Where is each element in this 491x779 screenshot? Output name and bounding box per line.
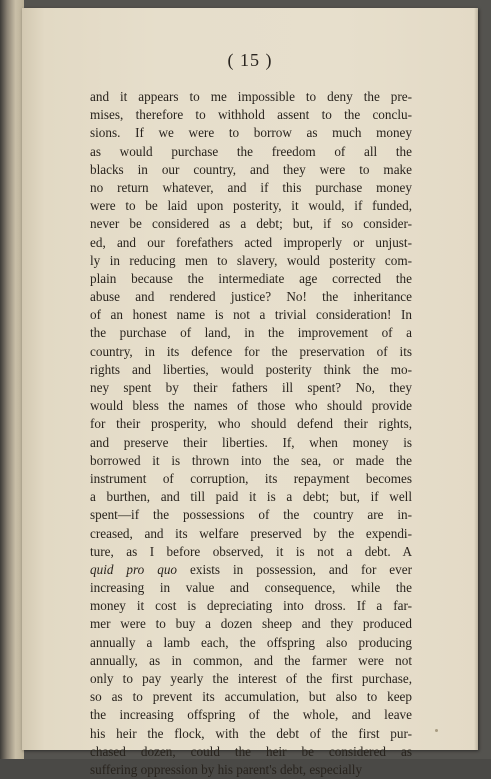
text-line: never be considered as a debt; but, if so consider- bbox=[90, 216, 412, 232]
text-line: ture, as I before observed, it is not a debt. A bbox=[90, 543, 412, 559]
text-line: and it appears to me impossible to deny the pre- bbox=[90, 89, 412, 104]
text-line: ed, and our forefathers acted improperly or unjust- bbox=[90, 234, 412, 250]
text-line: and preserve their liberties. If, when money is bbox=[90, 434, 412, 450]
book-page bbox=[22, 8, 478, 777]
text-line: ly in reducing men to slavery, would posterity com- bbox=[90, 252, 412, 268]
text-line: suffering oppression by his parent's debt, especially bbox=[90, 761, 363, 777]
text-line: chased dozen, could the heir be considered as bbox=[90, 743, 412, 759]
text-line: abuse and rendered justice? No! the inheritance bbox=[90, 289, 412, 305]
text-line: his heir the flock, with the debt of the first pur- bbox=[90, 725, 412, 741]
text-line: plain because the intermediate age corrected the bbox=[90, 270, 412, 286]
text-line: quid pro quo exists in possession, and for ever bbox=[90, 561, 412, 577]
text-line: annually, as in common, and the farmer were not bbox=[90, 652, 412, 668]
text-line: for their prosperity, who should defend their rights, bbox=[90, 416, 412, 432]
text-line: the increasing offspring of the whole, and leave bbox=[90, 707, 412, 723]
page-number: ( 15 ) bbox=[227, 50, 273, 70]
text-line: rights and liberties, would posterity think the mo- bbox=[90, 361, 412, 377]
italic-phrase: quid pro quo bbox=[90, 561, 178, 577]
text-line: money it cost is depreciating into dross. If a far- bbox=[90, 598, 412, 614]
page-edge bbox=[474, 8, 478, 750]
text-line: creased, and its welfare preserved by the expendi- bbox=[90, 525, 412, 541]
text-line: only to pay yearly the interest of the first purchase, bbox=[90, 671, 412, 686]
text-line: spent—if the possessions of the country are in- bbox=[90, 507, 412, 523]
text-line: instrument of corruption, its repayment becomes bbox=[90, 470, 412, 486]
text-line: were to be laid upon posterity, it would, if funded, bbox=[90, 198, 412, 214]
paper-speck bbox=[435, 729, 438, 732]
text-line: of an honest name is not a trivial consideration! In bbox=[90, 307, 412, 323]
text-line: so as to prevent its accumulation, but also to keep bbox=[90, 689, 412, 705]
body-text bbox=[90, 88, 412, 779]
text-line: would bless the names of those who should provide bbox=[90, 398, 412, 414]
text-line: ney spent by their fathers ill spent? No, they bbox=[90, 380, 412, 395]
text-line: no return whatever, and if this purchase money bbox=[90, 179, 412, 195]
text-line: mer were to buy a dozen sheep and they produced bbox=[90, 616, 412, 632]
text-line: annually a lamb each, the offspring also producing bbox=[90, 634, 412, 650]
text-line: the purchase of land, in the improvement of a bbox=[90, 325, 412, 341]
text-line: mises, therefore to withhold assent to the conclu- bbox=[90, 107, 412, 123]
text-line: a burthen, and till paid it is a debt; but, if well bbox=[90, 489, 412, 505]
text-line: increasing in value and consequence, while the bbox=[90, 580, 412, 596]
text-line: sions. If we were to borrow as much money bbox=[90, 125, 412, 141]
text-line: borrowed it is thrown into the sea, or made the bbox=[90, 452, 412, 468]
book-gutter bbox=[0, 0, 24, 759]
text-line: blacks in our country, and they were to make bbox=[90, 161, 412, 177]
text-line: country, in its defence for the preservation of its bbox=[90, 343, 412, 359]
text-line: as would purchase the freedom of all the bbox=[90, 143, 412, 159]
